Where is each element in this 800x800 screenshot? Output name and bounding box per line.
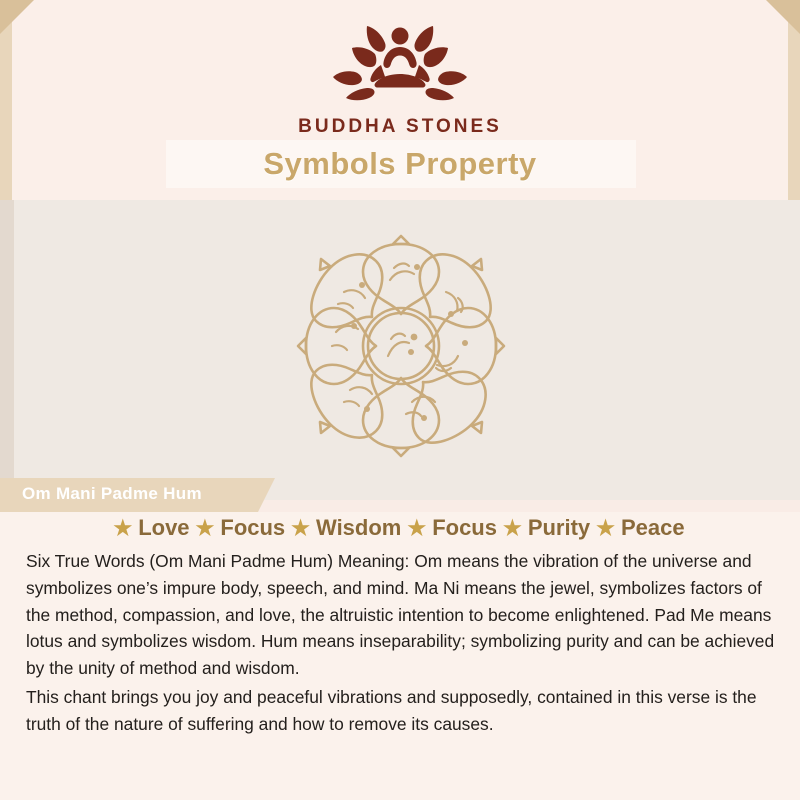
keyword-wisdom: Wisdom <box>316 515 402 540</box>
star-icon: ★ <box>502 517 522 540</box>
keyword-purity: Purity <box>527 515 591 540</box>
mandala-band-left-strip <box>0 200 14 500</box>
description-paragraph-1: Six True Words (Om Mani Padme Hum) Meaning: Om means the vibration of the universe and symbolizes one’s impure body, speech, and mind. Ma Ni means the jewel, symbolizes factors of the method, compassion, and love, the altruistic intention to become enlightened. Pad Me means lotus and symbolizes wisdom. Hum means inseparability; symbolizing purity and can be achieved by the unity of method and wisdom. <box>26 551 775 679</box>
star-icon: ★ <box>113 517 133 540</box>
description-text <box>26 548 782 738</box>
keyword-focus-2: Focus <box>432 515 497 540</box>
description-paragraph-2: This chant brings you joy and peaceful vibrations and supposedly, contained in this verse is the truth of the nature of suffering and how to remove its causes. <box>26 686 757 734</box>
page-title: Symbols Property <box>263 146 537 181</box>
brand-name: BUDDHA STONES <box>298 116 502 137</box>
om-mani-padme-hum-lotus-mandala-icon <box>272 206 530 478</box>
star-icon: ★ <box>596 517 615 540</box>
star-icon: ★ <box>407 517 427 540</box>
om-mani-tab-label: Om Mani Padme Hum <box>22 484 202 503</box>
star-icon: ★ <box>291 517 310 540</box>
brand-logo <box>0 18 800 138</box>
star-icon: ★ <box>195 517 215 540</box>
keyword-peace: Peace <box>621 515 685 540</box>
keyword-love: Love <box>138 515 190 540</box>
keyword-list <box>0 515 800 541</box>
keyword-focus-1: Focus <box>220 515 286 540</box>
lotus-meditating-figure-icon <box>315 18 485 114</box>
